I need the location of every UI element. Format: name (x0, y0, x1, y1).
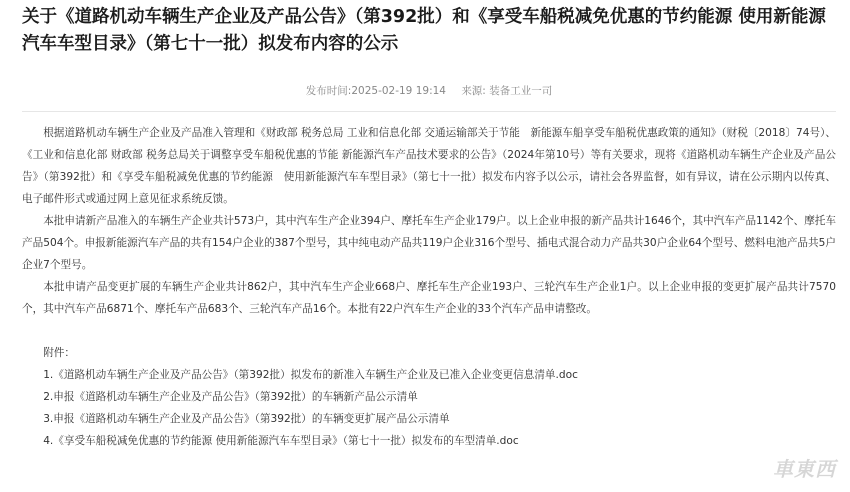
attachment-link-2[interactable]: 2.申报《道路机动车辆生产企业及产品公告》（第392批）的车辆新产品公示清单 (43, 391, 418, 403)
source-label: 来源: (461, 85, 486, 97)
article-body (22, 122, 836, 320)
attachments-label: 附件： (43, 347, 75, 359)
meta-divider (22, 111, 836, 112)
paragraph-intro: 根据道路机动车辆生产企业及产品准入管理和《财政部 税务总局 工业和信息化部 交通运输部关于节能 新能源车船享受车船税优惠政策的通知》（财税〔2018〕74号）、《工业和信息化部 财政部 税务总局关于调整享受车船税优惠的节能 新能源汽车产品技术要求的公告》（2024年第10号）等有关要求，现将《道路机动车辆生产企业及产品公告》（第392批）和《享受车船税减免优惠的节约能源 使用新能源汽车车型目录》（第七十一批）拟发布内容予以公示，请社会各界监督，如有异议，请在公示期内以传真、电子邮件形式或通过网上意见征求系统反馈。 (22, 127, 836, 205)
attachment-link-3[interactable]: 3.申报《道路机动车辆生产企业及产品公告》（第392批）的车辆变更扩展产品公示清单 (43, 413, 450, 425)
source (461, 85, 552, 97)
publish-time (306, 85, 446, 97)
publish-time-value: 2025-02-19 19:14 (351, 85, 446, 97)
attachment-link-1[interactable]: 1.《道路机动车辆生产企业及产品公告》（第392批）拟发布的新准入车辆生产企业及已准入企业变更信息清单.doc (43, 369, 578, 381)
paragraph-new-products: 本批申请新产品准入的车辆生产企业共计573户，其中汽车生产企业394户、摩托车生产企业179户。以上企业申报的新产品共计1646个，其中汽车产品1142个、摩托车产品504个。申报新能源汽车产品的共有154户企业的387个型号，其中纯电动产品共119户企业316个型号、插电式混合动力产品共30户企业64个型号、燃料电池产品共5户企业7个型号。 (22, 215, 836, 271)
attachment-link-4[interactable]: 4.《享受车船税减免优惠的节约能源 使用新能源汽车车型目录》（第七十一批）拟发布的车型清单.doc (43, 435, 519, 447)
publish-time-label: 发布时间: (305, 85, 352, 97)
attachments-list (22, 364, 836, 452)
source-value: 装备工业一司 (489, 85, 553, 97)
paragraph-change-products: 本批申请产品变更扩展的车辆生产企业共计862户，其中汽车生产企业668户、摩托车生产企业193户、三轮汽车生产企业1户。以上企业申报的变更扩展产品共计7570个，其中汽车产品6871个、摩托车产品683个、三轮汽车产品16个。本批有22户汽车生产企业的33个汽车产品申请整改。 (22, 281, 836, 315)
article-title: 关于《道路机动车辆生产企业及产品公告》（第392批）和《享受车船税减免优惠的节约能源 使用新能源汽车车型目录》（第七十一批）拟发布内容的公示 (22, 7, 826, 54)
watermark-logo: 車東西 (773, 457, 836, 481)
article-meta (22, 84, 836, 98)
